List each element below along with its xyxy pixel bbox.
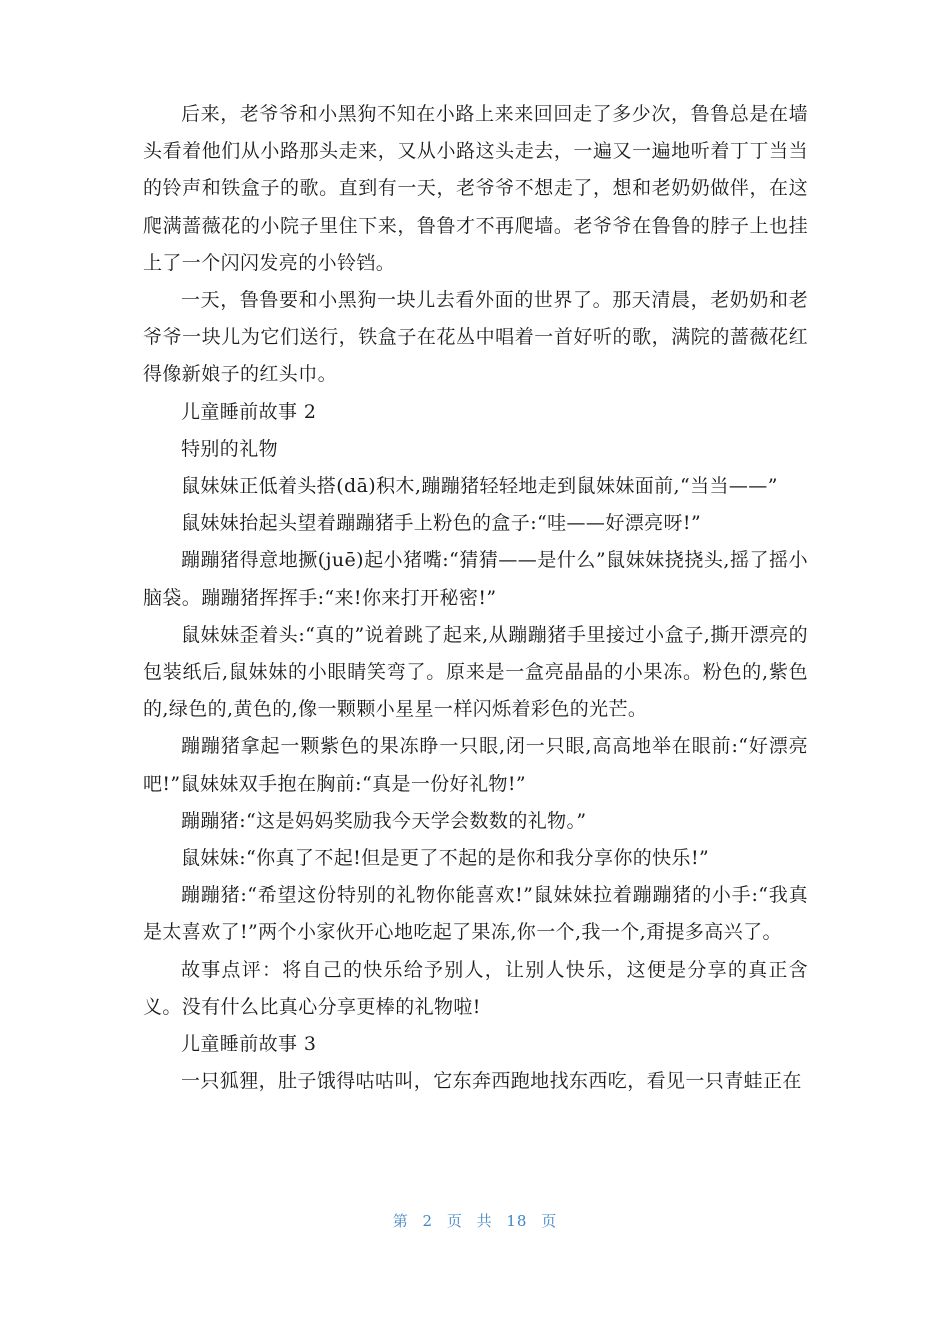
paragraph: 后来，老爷爷和小黑狗不知在小路上来来回回走了多少次，鲁鲁总是在墙头看着他们从小路那头走来，又从小路这头走去，一遍又一遍地听着丁丁当当的铃声和铁盒子的歌。直到有一天，老爷爷不想走了，想和老奶奶做伴，在这爬满蔷薇花的小院子里住下来，鲁鲁才不再爬墙。老爷爷在鲁鲁的脖子上也挂上了一个闪闪发亮的小铃铛。: [143, 103, 808, 274]
current-page-number: 2: [422, 1212, 434, 1230]
paragraph: 鼠妹妹正低着头搭(dā)积木,蹦蹦猪轻轻地走到鼠妹妹面前,“当当——”: [181, 475, 778, 498]
footer-middle: 页 共: [446, 1212, 493, 1230]
paragraph: 蹦蹦猪拿起一颗紫色的果冻睁一只眼,闭一只眼,高高地举在眼前:“好漂亮吧!”鼠妹妹双手抱在胸前:“真是一份好礼物!”: [143, 735, 808, 795]
paragraph: 一天，鲁鲁要和小黑狗一块儿去看外面的世界了。那天清晨，老奶奶和老爷爷一块儿为它们送行，铁盒子在花丛中唱着一首好听的歌，满院的蔷薇花红得像新娘子的红头巾。: [143, 289, 808, 386]
section-heading: 儿童睡前故事 2: [181, 400, 317, 423]
paragraph: 鼠妹妹:“你真了不起!但是更了不起的是你和我分享你的快乐!”: [181, 847, 710, 870]
total-pages-number: 18: [506, 1212, 528, 1230]
story-comment: 故事点评：将自己的快乐给予别人，让别人快乐，这便是分享的真正含义。没有什么比真心分享更棒的礼物啦!: [143, 958, 808, 1018]
page-footer: [0, 1210, 950, 1231]
paragraph: 鼠妹妹歪着头:“真的”说着跳了起来,从蹦蹦猪手里接过小盒子,撕开漂亮的包装纸后,鼠妹妹的小眼睛笑弯了。原来是一盒亮晶晶的小果冻。粉色的,紫色的,绿色的,黄色的,像一颗颗小星星一样闪烁着彩色的光芒。: [143, 623, 808, 721]
paragraph: 蹦蹦猪得意地撅(juē)起小猪嘴:“猜猜——是什么”鼠妹妹挠挠头,摇了摇小脑袋。蹦蹦猪挥挥手:“来!你来打开秘密!”: [143, 549, 808, 609]
footer-suffix: 页: [541, 1212, 558, 1230]
paragraph: 鼠妹妹抬起头望着蹦蹦猪手上粉色的盒子:“哇——好漂亮呀!”: [181, 512, 702, 535]
paragraph: 蹦蹦猪:“希望这份特别的礼物你能喜欢!”鼠妹妹拉着蹦蹦猪的小手:“我真是太喜欢了!”两个小家伙开心地吃起了果冻,你一个,我一个,甭提多高兴了。: [143, 884, 808, 944]
story-title: 特别的礼物: [181, 437, 279, 460]
document-body: [143, 96, 808, 1100]
footer-prefix: 第: [392, 1212, 409, 1230]
paragraph: 一只狐狸，肚子饿得咕咕叫，它东奔西跑地找东西吃，看见一只青蛙正在: [181, 1070, 802, 1093]
paragraph: 蹦蹦猪:“这是妈妈奖励我今天学会数数的礼物。”: [181, 809, 587, 832]
section-heading: 儿童睡前故事 3: [181, 1033, 317, 1056]
